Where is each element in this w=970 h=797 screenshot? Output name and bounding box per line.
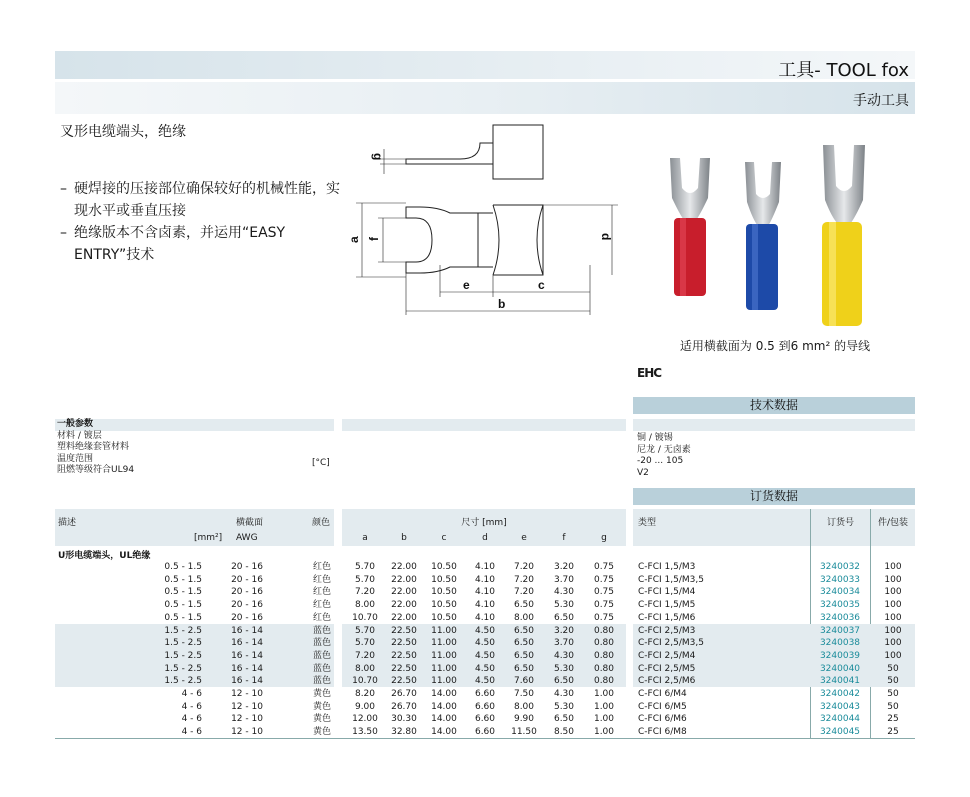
cell-b: 32.80 (391, 727, 417, 738)
table-bottom-rule-right (633, 738, 915, 739)
cell-c: 10.50 (431, 574, 457, 585)
tech-label: 材料 / 镀层 (57, 430, 102, 441)
cell-f: 3.70 (553, 638, 575, 649)
cell-d: 4.10 (474, 600, 496, 611)
cell-color: 红色 (312, 574, 331, 585)
product-title: 叉形电缆端头，绝缘 (60, 124, 186, 140)
cell-c: 10.50 (431, 562, 457, 572)
cell-e: 7.50 (513, 689, 535, 699)
tech-band-right (633, 419, 915, 431)
cell-f: 3.20 (553, 625, 575, 636)
cell-e: 6.50 (513, 625, 535, 636)
header-band (55, 51, 915, 79)
tech-value: -20 ... 105 (637, 456, 684, 466)
cell-a: 7.20 (354, 587, 376, 598)
cell-cs: 4 - 6 (181, 727, 202, 738)
cell-e: 7.60 (513, 676, 535, 687)
cell-awg: 20 - 16 (231, 562, 263, 572)
cell-awg: 20 - 16 (231, 612, 263, 623)
cell-pack: 100 (884, 638, 902, 649)
order-data-heading: 订货数据 (633, 488, 915, 505)
cell-f: 4.30 (553, 689, 575, 699)
dim-label-g: g (371, 153, 385, 161)
cell-c: 11.00 (431, 625, 457, 636)
cell-type: C-FCI 2,5/M3 (638, 625, 696, 636)
cell-type: C-FCI 2,5/M6 (638, 676, 696, 687)
cell-awg: 16 - 14 (231, 625, 263, 636)
hdr-cross-section: 横截面 (236, 518, 264, 528)
order-number-link[interactable]: 3240032 (819, 562, 861, 572)
cell-cs: 4 - 6 (181, 689, 202, 699)
cell-a: 9.00 (354, 701, 376, 712)
cell-g: 0.80 (593, 625, 615, 636)
cell-cs: 0.5 - 1.5 (164, 587, 202, 598)
tech-unit: [°C] (312, 458, 330, 468)
dim-label-f: f (367, 237, 381, 241)
cell-g: 1.00 (593, 701, 615, 712)
order-number-link[interactable]: 3240040 (819, 663, 861, 674)
cell-e: 7.20 (513, 562, 535, 572)
eac-mark: EHC (637, 366, 662, 380)
cell-c: 10.50 (431, 600, 457, 611)
feature-item: – 硬焊接的压接部位确保较好的机械性能，实现水平或垂直压接 (60, 178, 350, 222)
table-bottom-rule (55, 738, 634, 739)
order-number-link[interactable]: 3240039 (819, 650, 861, 661)
cell-d: 6.60 (474, 701, 496, 712)
cell-e: 6.50 (513, 663, 535, 674)
cell-a: 8.00 (354, 663, 376, 674)
photo-caption: 适用横截面为 0.5 到6 mm² 的导线 (679, 339, 871, 353)
cell-type: C-FCI 1,5/M5 (638, 600, 696, 611)
cell-c: 11.00 (431, 663, 457, 674)
cell-g: 0.75 (593, 612, 615, 623)
cell-g: 0.75 (593, 587, 615, 598)
cell-type: C-FCI 1,5/M3,5 (638, 574, 704, 585)
cell-f: 3.70 (553, 574, 575, 585)
cell-pack: 100 (884, 574, 902, 585)
cell-color: 黄色 (312, 701, 331, 712)
cell-b: 22.00 (391, 574, 417, 585)
cell-b: 22.00 (391, 600, 417, 611)
order-number-link[interactable]: 3240033 (819, 574, 861, 585)
cell-e: 11.50 (511, 727, 537, 738)
tech-labels (57, 419, 134, 477)
cell-f: 4.30 (553, 587, 575, 598)
cell-f: 5.30 (553, 600, 575, 611)
cell-e: 6.50 (513, 650, 535, 661)
product-photo (660, 140, 870, 330)
terminal-yellow (822, 145, 865, 326)
cell-awg: 16 - 14 (231, 650, 263, 661)
dim-col-header-g: g (601, 533, 607, 543)
cell-pack: 100 (884, 562, 902, 572)
cell-a: 12.00 (352, 714, 378, 725)
page-title: 工具- TOOL fox (778, 60, 909, 81)
cell-cs: 0.5 - 1.5 (164, 574, 202, 585)
feature-item: – 绝缘版本不含卤素，并运用“EASY ENTRY”技术 (60, 222, 350, 266)
hdr-type: 类型 (638, 518, 657, 528)
cell-awg: 12 - 10 (231, 701, 263, 712)
cell-c: 11.00 (431, 676, 457, 687)
cell-cs: 1.5 - 2.5 (164, 638, 202, 649)
cell-c: 10.50 (431, 612, 457, 623)
cell-a: 5.70 (354, 562, 376, 572)
tech-label: 阻燃等级符合UL94 (57, 465, 135, 475)
cell-awg: 16 - 14 (231, 638, 263, 649)
cell-e: 6.50 (513, 638, 535, 649)
order-number-link[interactable]: 3240036 (819, 612, 861, 623)
cell-type: C-FCI 2,5/M3,5 (638, 638, 704, 649)
order-number-link[interactable]: 3240042 (819, 689, 861, 699)
page-subtitle: 手动工具 (853, 93, 909, 109)
cell-a: 10.70 (352, 676, 378, 687)
cell-cs: 0.5 - 1.5 (164, 600, 202, 611)
cell-pack: 50 (887, 701, 899, 712)
cell-g: 0.75 (593, 600, 615, 611)
cell-awg: 20 - 16 (231, 574, 263, 585)
cell-type: C-FCI 6/M4 (638, 689, 687, 699)
cell-d: 4.10 (474, 562, 496, 572)
cell-f: 5.30 (553, 701, 575, 712)
cell-b: 22.50 (391, 638, 417, 649)
dim-label-a: a (347, 236, 361, 243)
cell-d: 4.50 (474, 650, 496, 661)
cell-a: 5.70 (354, 574, 376, 585)
cell-awg: 16 - 14 (231, 663, 263, 674)
cell-cs: 1.5 - 2.5 (164, 676, 202, 687)
cell-color: 蓝色 (312, 638, 331, 649)
hdr-dims: 尺寸 [mm] (461, 518, 507, 528)
dim-label-b: b (498, 297, 506, 311)
dim-col-header-e: e (521, 533, 527, 543)
cell-b: 22.00 (391, 612, 417, 623)
cell-awg: 20 - 16 (231, 587, 263, 598)
cell-color: 蓝色 (312, 650, 331, 661)
order-number-link[interactable]: 3240035 (819, 600, 861, 611)
cell-g: 0.80 (593, 676, 615, 687)
cell-d: 4.50 (474, 638, 496, 649)
feature-list (60, 178, 350, 266)
cell-f: 4.30 (553, 650, 575, 661)
order-number-link[interactable]: 3240037 (819, 625, 861, 636)
cell-f: 8.50 (553, 727, 575, 738)
cell-b: 22.00 (391, 562, 417, 572)
cell-b: 22.50 (391, 625, 417, 636)
hdr-order-no: 订货号 (826, 518, 854, 528)
dim-col-header-c: c (441, 533, 447, 543)
cell-type: C-FCI 1,5/M6 (638, 612, 696, 623)
cell-g: 1.00 (593, 727, 615, 738)
cell-f: 6.50 (553, 612, 575, 623)
cell-g: 0.75 (593, 562, 615, 572)
cell-cs: 4 - 6 (181, 701, 202, 712)
dim-label-e: e (463, 278, 470, 292)
cell-e: 8.00 (513, 612, 535, 623)
cell-g: 0.80 (593, 650, 615, 661)
hdr-pack: 件/包装 (877, 518, 909, 528)
group-label: U形电缆端头，UL绝缘 (58, 551, 151, 561)
cell-c: 14.00 (431, 714, 457, 725)
tech-band-mid (342, 419, 626, 431)
cell-d: 6.60 (474, 689, 496, 699)
cell-c: 10.50 (431, 587, 457, 598)
cell-awg: 12 - 10 (231, 714, 263, 725)
cell-a: 8.00 (354, 600, 376, 611)
terminal-blue (745, 162, 781, 310)
cell-color: 红色 (312, 562, 331, 572)
cell-b: 30.30 (391, 714, 417, 725)
cell-c: 14.00 (431, 689, 457, 699)
cell-a: 5.70 (354, 638, 376, 649)
cell-cs: 0.5 - 1.5 (164, 612, 202, 623)
cell-a: 7.20 (354, 650, 376, 661)
cell-d: 4.50 (474, 625, 496, 636)
cell-e: 6.50 (513, 600, 535, 611)
cell-f: 5.30 (553, 663, 575, 674)
tech-value: 铜 / 镀锡 (637, 433, 673, 443)
cell-a: 8.20 (354, 689, 376, 699)
subheader-band (55, 82, 915, 114)
tech-label: 温度范围 (57, 453, 94, 464)
cell-pack: 100 (884, 612, 902, 623)
cell-g: 0.75 (593, 574, 615, 585)
hdr-color: 颜色 (312, 518, 331, 528)
cell-type: C-FCI 1,5/M4 (638, 587, 696, 598)
cell-color: 黄色 (312, 689, 331, 699)
cell-f: 6.50 (553, 676, 575, 687)
order-number-link[interactable]: 3240043 (819, 701, 861, 712)
dim-label-c: c (538, 278, 545, 292)
cell-type: C-FCI 6/M6 (638, 714, 687, 725)
cell-cs: 0.5 - 1.5 (164, 562, 202, 572)
dim-label-d: d (599, 233, 613, 241)
cell-color: 黄色 (312, 727, 331, 738)
dim-col-header-a: a (362, 533, 368, 543)
dim-col-header-f: f (562, 533, 566, 543)
cell-c: 11.00 (431, 638, 457, 649)
cell-a: 5.70 (354, 625, 376, 636)
cell-d: 6.60 (474, 714, 496, 725)
cell-g: 1.00 (593, 714, 615, 725)
cell-b: 26.70 (391, 689, 417, 699)
cell-d: 6.60 (474, 727, 496, 738)
cell-type: C-FCI 1,5/M3 (638, 562, 696, 572)
cell-pack: 50 (887, 676, 899, 687)
cell-pack: 25 (887, 714, 899, 725)
cell-pack: 25 (887, 727, 899, 738)
tech-value: V2 (637, 467, 649, 478)
cell-awg: 20 - 16 (231, 600, 263, 611)
cell-cs: 1.5 - 2.5 (164, 663, 202, 674)
cell-f: 3.20 (553, 562, 575, 572)
cell-b: 22.00 (391, 587, 417, 598)
cell-cs: 1.5 - 2.5 (164, 625, 202, 636)
cell-b: 22.50 (391, 676, 417, 687)
order-number-link[interactable]: 3240034 (819, 587, 861, 598)
tech-values (637, 433, 691, 479)
dim-col-header-d: d (482, 533, 488, 543)
cell-type: C-FCI 6/M5 (638, 701, 687, 712)
cell-g: 0.80 (593, 663, 615, 674)
tech-data-heading: 技术数据 (633, 397, 915, 414)
hdr-desc: 描述 (58, 518, 77, 528)
cell-g: 0.80 (593, 638, 615, 649)
cell-b: 22.50 (391, 663, 417, 674)
cell-b: 26.70 (391, 701, 417, 712)
technical-drawing (347, 115, 613, 315)
cell-d: 4.50 (474, 676, 496, 687)
cell-g: 1.00 (593, 689, 615, 699)
cell-type: C-FCI 2,5/M4 (638, 650, 696, 661)
cell-e: 7.20 (513, 587, 535, 598)
cell-a: 13.50 (352, 727, 378, 738)
tech-value: 尼龙 / 无卤素 (637, 444, 691, 455)
cell-d: 4.10 (474, 612, 496, 623)
cell-color: 红色 (312, 587, 331, 598)
cell-c: 14.00 (431, 701, 457, 712)
cell-pack: 50 (887, 689, 899, 699)
cell-pack: 50 (887, 663, 899, 674)
cell-pack: 100 (884, 600, 902, 611)
cell-cs: 1.5 - 2.5 (164, 650, 202, 661)
cell-d: 4.50 (474, 663, 496, 674)
hdr-cs-unit: [mm²] (194, 533, 223, 543)
dim-col-header-b: b (401, 533, 407, 543)
cell-d: 4.10 (474, 574, 496, 585)
cell-color: 蓝色 (312, 676, 331, 687)
cell-color: 蓝色 (312, 663, 331, 674)
cell-e: 8.00 (513, 701, 535, 712)
cell-pack: 100 (884, 587, 902, 598)
order-number-link[interactable]: 3240045 (819, 727, 861, 738)
order-number-link[interactable]: 3240038 (819, 638, 861, 649)
cell-pack: 100 (884, 625, 902, 636)
cell-f: 6.50 (553, 714, 575, 725)
hdr-awg: AWG (236, 533, 258, 543)
cell-d: 4.10 (474, 587, 496, 598)
cell-color: 红色 (312, 600, 331, 611)
cell-c: 11.00 (431, 650, 457, 661)
cell-color: 蓝色 (312, 625, 331, 636)
cell-c: 14.00 (431, 727, 457, 738)
terminal-red (670, 158, 710, 296)
cell-b: 22.50 (391, 650, 417, 661)
order-number-link[interactable]: 3240041 (819, 676, 861, 687)
cell-color: 红色 (312, 612, 331, 623)
cell-awg: 16 - 14 (231, 676, 263, 687)
cell-a: 10.70 (352, 612, 378, 623)
cell-color: 黄色 (312, 714, 331, 725)
cell-cs: 4 - 6 (181, 714, 202, 725)
cell-type: C-FCI 2,5/M5 (638, 663, 696, 674)
cell-awg: 12 - 10 (231, 689, 263, 699)
tech-label: 塑料绝缘套管材料 (57, 442, 130, 452)
order-number-link[interactable]: 3240044 (819, 714, 861, 725)
cell-type: C-FCI 6/M8 (638, 727, 687, 738)
cell-pack: 100 (884, 650, 902, 661)
cell-e: 9.90 (513, 714, 535, 725)
cell-awg: 12 - 10 (231, 727, 263, 738)
cell-e: 7.20 (513, 574, 535, 585)
tech-section-title: 一般参数 (57, 419, 94, 429)
